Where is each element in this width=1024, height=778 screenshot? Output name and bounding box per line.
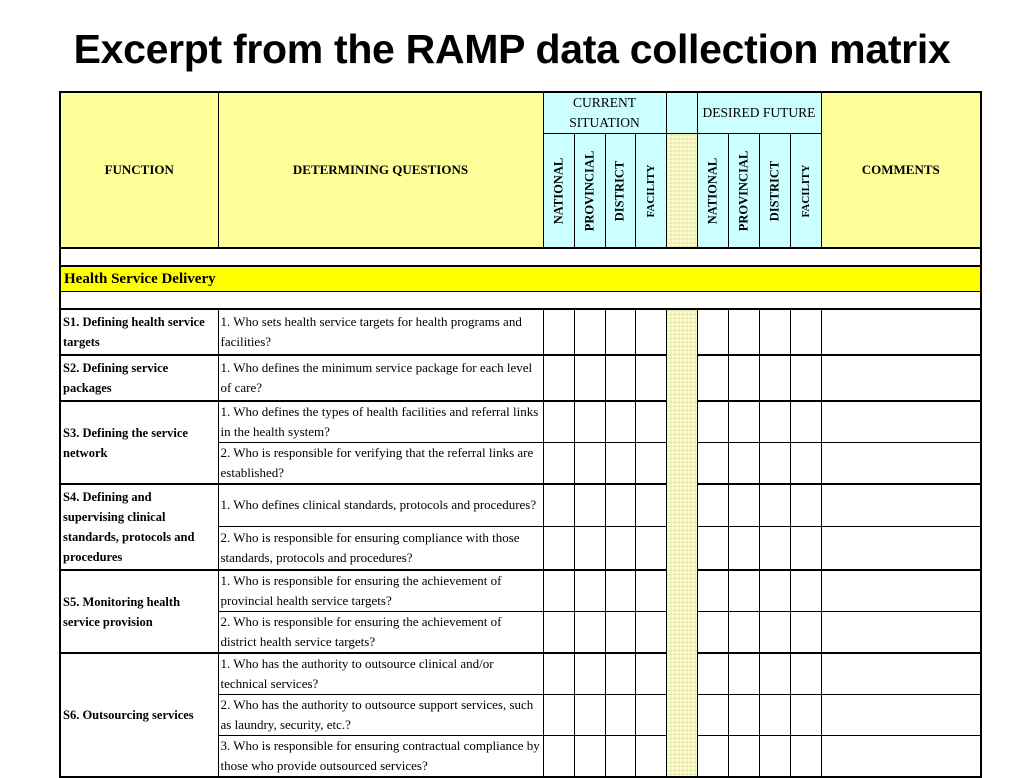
current-provincial-cell[interactable] [574,736,605,778]
comments-cell[interactable] [821,484,981,526]
current-district-cell[interactable] [605,526,635,570]
current-national-cell[interactable] [543,736,574,778]
question-cell: 1. Who defines the types of health facilities and referral links in the health system? [218,401,543,443]
current-national-cell[interactable] [543,526,574,570]
desired-district-cell[interactable] [759,443,790,485]
question-cell: 1. Who defines the minimum service package for each level of care? [218,355,543,401]
desired-national-cell[interactable] [697,695,728,736]
current-national-cell[interactable] [543,443,574,485]
current-facility-cell[interactable] [635,484,666,526]
desired-provincial-cell[interactable] [728,309,759,355]
comments-header: COMMENTS [821,92,981,248]
desired-district-header: DISTRICT [759,134,790,248]
page-title: Excerpt from the RAMP data collection matrix [73,26,951,72]
desired-facility-cell[interactable] [790,484,821,526]
desired-district-cell[interactable] [759,570,790,612]
table-row [60,401,981,443]
table-row [60,355,981,401]
function-cell: S2. Defining service packages [60,355,218,401]
current-district-cell[interactable] [605,401,635,443]
current-district-cell[interactable] [605,612,635,654]
current-district-header: DISTRICT [605,134,635,248]
comments-cell[interactable] [821,443,981,485]
current-district-cell[interactable] [605,443,635,485]
comments-cell[interactable] [821,570,981,612]
current-national-cell[interactable] [543,484,574,526]
question-cell: 1. Who is responsible for ensuring the achievement of provincial health service targets? [218,570,543,612]
current-facility-cell[interactable] [635,355,666,401]
current-district-cell[interactable] [605,736,635,778]
desired-district-cell[interactable] [759,484,790,526]
desired-future-header: DESIRED FUTURE [697,92,821,134]
table-row [60,653,981,695]
comments-cell[interactable] [821,401,981,443]
header-gap [666,92,697,134]
current-district-cell[interactable] [605,570,635,612]
desired-facility-cell[interactable] [790,443,821,485]
current-national-cell[interactable] [543,355,574,401]
desired-national-cell[interactable] [697,401,728,443]
current-national-cell[interactable] [543,570,574,612]
desired-facility-cell[interactable] [790,736,821,778]
desired-national-cell[interactable] [697,484,728,526]
desired-facility-cell[interactable] [790,612,821,654]
desired-national-cell[interactable] [697,526,728,570]
current-district-cell[interactable] [605,653,635,695]
question-cell: 2. Who is responsible for ensuring compliance with those standards, protocols and procedures? [218,526,543,570]
desired-provincial-cell[interactable] [728,695,759,736]
current-provincial-cell[interactable] [574,653,605,695]
function-header: FUNCTION [60,92,218,248]
current-provincial-cell[interactable] [574,484,605,526]
section-title: Health Service Delivery [60,266,981,292]
current-national-cell[interactable] [543,612,574,654]
desired-national-cell[interactable] [697,653,728,695]
separator-column [666,134,697,248]
desired-facility-cell[interactable] [790,401,821,443]
comments-cell[interactable] [821,309,981,355]
current-facility-cell[interactable] [635,443,666,485]
desired-facility-cell[interactable] [790,526,821,570]
table-row [60,484,981,526]
spacer-row [60,248,981,266]
desired-provincial-cell[interactable] [728,401,759,443]
questions-header: DETERMINING QUESTIONS [218,92,543,248]
desired-district-cell[interactable] [759,736,790,778]
desired-district-cell[interactable] [759,401,790,443]
current-national-header: NATIONAL [543,134,574,248]
current-facility-cell[interactable] [635,736,666,778]
current-provincial-cell[interactable] [574,612,605,654]
function-cell: S6. Outsourcing services [60,653,218,777]
current-facility-cell[interactable] [635,401,666,443]
current-provincial-cell[interactable] [574,355,605,401]
spacer-row [60,292,981,310]
table-row [60,570,981,612]
desired-national-cell[interactable] [697,309,728,355]
current-facility-cell[interactable] [635,309,666,355]
desired-provincial-cell[interactable] [728,653,759,695]
current-district-cell[interactable] [605,484,635,526]
comments-cell[interactable] [821,355,981,401]
function-cell: S4. Defining and supervising clinical standards, protocols and procedures [60,484,218,570]
desired-national-cell[interactable] [697,355,728,401]
desired-national-cell[interactable] [697,736,728,778]
comments-cell[interactable] [821,736,981,778]
current-facility-cell[interactable] [635,570,666,612]
desired-facility-cell[interactable] [790,653,821,695]
current-national-cell[interactable] [543,401,574,443]
desired-national-header: NATIONAL [697,134,728,248]
desired-facility-cell[interactable] [790,570,821,612]
current-facility-cell[interactable] [635,612,666,654]
current-national-cell[interactable] [543,695,574,736]
desired-national-cell[interactable] [697,612,728,654]
question-cell: 1. Who sets health service targets for health programs and facilities? [218,309,543,355]
desired-provincial-header: PROVINCIAL [728,134,759,248]
comments-cell[interactable] [821,526,981,570]
current-facility-cell[interactable] [635,526,666,570]
current-district-cell[interactable] [605,309,635,355]
desired-district-cell[interactable] [759,653,790,695]
current-facility-cell[interactable] [635,695,666,736]
question-cell: 3. Who is responsible for ensuring contractual compliance by those who provide outsourced services? [218,736,543,778]
current-facility-header: FACILITY [635,134,666,248]
desired-provincial-cell[interactable] [728,443,759,485]
data-collection-matrix [59,91,982,778]
comments-cell[interactable] [821,653,981,695]
desired-provincial-cell[interactable] [728,526,759,570]
current-provincial-cell[interactable] [574,526,605,570]
function-cell: S1. Defining health service targets [60,309,218,355]
current-district-cell[interactable] [605,355,635,401]
desired-district-cell[interactable] [759,612,790,654]
current-national-cell[interactable] [543,309,574,355]
current-provincial-cell[interactable] [574,443,605,485]
comments-cell[interactable] [821,612,981,654]
function-cell: S3. Defining the service network [60,401,218,484]
desired-district-cell[interactable] [759,309,790,355]
current-facility-cell[interactable] [635,653,666,695]
function-cell: S5. Monitoring health service provision [60,570,218,653]
desired-national-cell[interactable] [697,570,728,612]
question-cell: 2. Who is responsible for ensuring the achievement of district health service targets? [218,612,543,654]
desired-district-cell[interactable] [759,355,790,401]
desired-provincial-cell[interactable] [728,736,759,778]
question-cell: 2. Who has the authority to outsource support services, such as laundry, security, etc.? [218,695,543,736]
current-provincial-cell[interactable] [574,695,605,736]
desired-district-cell[interactable] [759,695,790,736]
current-provincial-header: PROVINCIAL [574,134,605,248]
current-provincial-cell[interactable] [574,309,605,355]
desired-provincial-cell[interactable] [728,570,759,612]
desired-facility-cell[interactable] [790,309,821,355]
desired-facility-cell[interactable] [790,355,821,401]
comments-cell[interactable] [821,695,981,736]
desired-provincial-cell[interactable] [728,484,759,526]
desired-facility-header: FACILITY [790,134,821,248]
current-provincial-cell[interactable] [574,570,605,612]
table-row [60,309,981,355]
desired-provincial-cell[interactable] [728,355,759,401]
question-cell: 1. Who defines clinical standards, protocols and procedures? [218,484,543,526]
desired-national-cell[interactable] [697,443,728,485]
question-cell: 1. Who has the authority to outsource clinical and/or technical services? [218,653,543,695]
desired-district-cell[interactable] [759,526,790,570]
current-situation-header: CURRENT SITUATION [543,92,666,134]
current-national-cell[interactable] [543,653,574,695]
separator-column [666,309,697,777]
current-provincial-cell[interactable] [574,401,605,443]
current-district-cell[interactable] [605,695,635,736]
desired-facility-cell[interactable] [790,695,821,736]
desired-provincial-cell[interactable] [728,612,759,654]
question-cell: 2. Who is responsible for verifying that the referral links are established? [218,443,543,485]
